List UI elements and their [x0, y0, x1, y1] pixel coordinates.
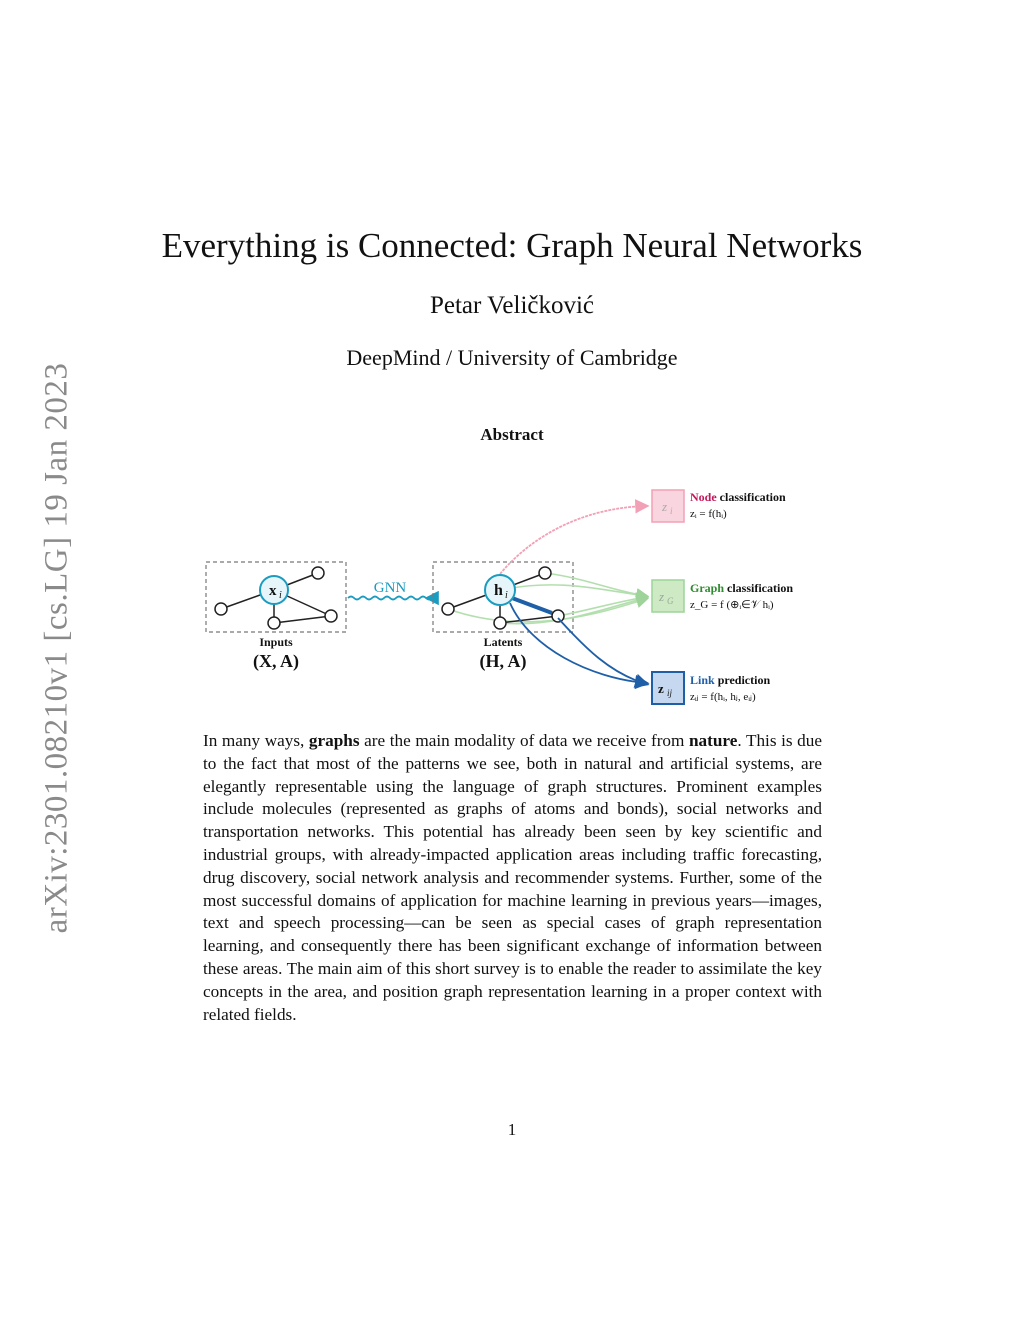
node-formula: zᵢ = f(hᵢ) — [690, 508, 727, 520]
latent-node-subscript: i — [505, 590, 508, 601]
graph-box-label: z — [659, 589, 665, 604]
link-formula: zᵢⱼ = f(hᵢ, hⱼ, eᵢⱼ) — [690, 691, 756, 703]
abstract-body — [203, 730, 822, 1026]
graph-box-subscript: G — [667, 596, 674, 606]
input-node-label: x — [269, 583, 277, 599]
svg-text:Link prediction — [690, 673, 770, 687]
abstract-keyword-nature: nature — [688, 731, 738, 750]
abstract-heading: Abstract — [480, 425, 544, 444]
abstract-text-part-3: . This is due to the fact that most of the patterns we see, both in natural and artificial systems, are elegantly representable using the language of graph structures. Prominent examples include molecules (represented as graphs of atoms and bonds), social networks and transportation networks. This potential has already been seen by key scientific and industrial groups, with already-impacted application areas including traffic forecasting, drug discovery, social network analysis and recommender systems. Further, some of the most successful domains of application for machine learning in previous years—images, text and speech processing—can be seen as special cases of graph representation learning, and consequently there has been significant exchange of information between these areas. The main aim of this short survey is to enable the reader to assimilate the key concepts in the area, and position graph representation learning in a proper context with related fields. — [203, 731, 822, 1024]
author-affiliation: DeepMind / University of Cambridge — [346, 345, 678, 370]
graph-task-rest: classification — [724, 581, 794, 595]
latent-node-label: h — [494, 582, 503, 599]
node-box-label: z — [662, 499, 668, 514]
abstract-text-part-1: In many ways, — [203, 731, 309, 750]
inputs-label: Inputs — [259, 635, 293, 649]
inputs-graph — [206, 562, 346, 672]
node-box-subscript: i — [670, 506, 673, 516]
inputs-tuple: (X, A) — [253, 651, 299, 671]
link-box-subscript: ij — [667, 688, 673, 698]
svg-text:Graph classification — [690, 581, 793, 595]
gnn-label: GNN — [373, 580, 407, 596]
latents-tuple: (H, A) — [479, 651, 527, 671]
paper-title: Everything is Connected: Graph Neural Networks — [161, 226, 863, 265]
author-name: Petar Veličković — [429, 292, 595, 319]
page-number: 1 — [507, 1120, 517, 1139]
arxiv-identifier: arXiv:2301.08210v1 [cs.LG] 19 Jan 2023 — [38, 362, 75, 934]
graph-task-keyword: Graph — [690, 581, 725, 595]
gnn-arrow — [348, 580, 432, 600]
latents-graph — [433, 506, 646, 684]
node-classification-output — [652, 490, 786, 522]
node-task-rest: classification — [716, 490, 786, 504]
latents-label: Latents — [483, 635, 523, 649]
graph-classification-output — [652, 580, 793, 612]
svg-text:Node classification — [690, 490, 786, 504]
abstract-text-part-2: are the main modality of data we receive from — [359, 731, 689, 750]
link-box-label: z — [658, 681, 664, 696]
link-prediction-output — [652, 672, 770, 704]
input-node-subscript: i — [279, 590, 282, 601]
node-task-keyword: Node — [690, 490, 717, 504]
abstract-keyword-graphs: graphs — [308, 731, 360, 750]
link-task-rest: prediction — [714, 673, 771, 687]
link-task-keyword: Link — [690, 673, 715, 687]
graph-formula: z_G = f (⊕ᵢ∈𝒱 hᵢ) — [690, 599, 774, 611]
gnn-overview-figure — [200, 478, 820, 718]
